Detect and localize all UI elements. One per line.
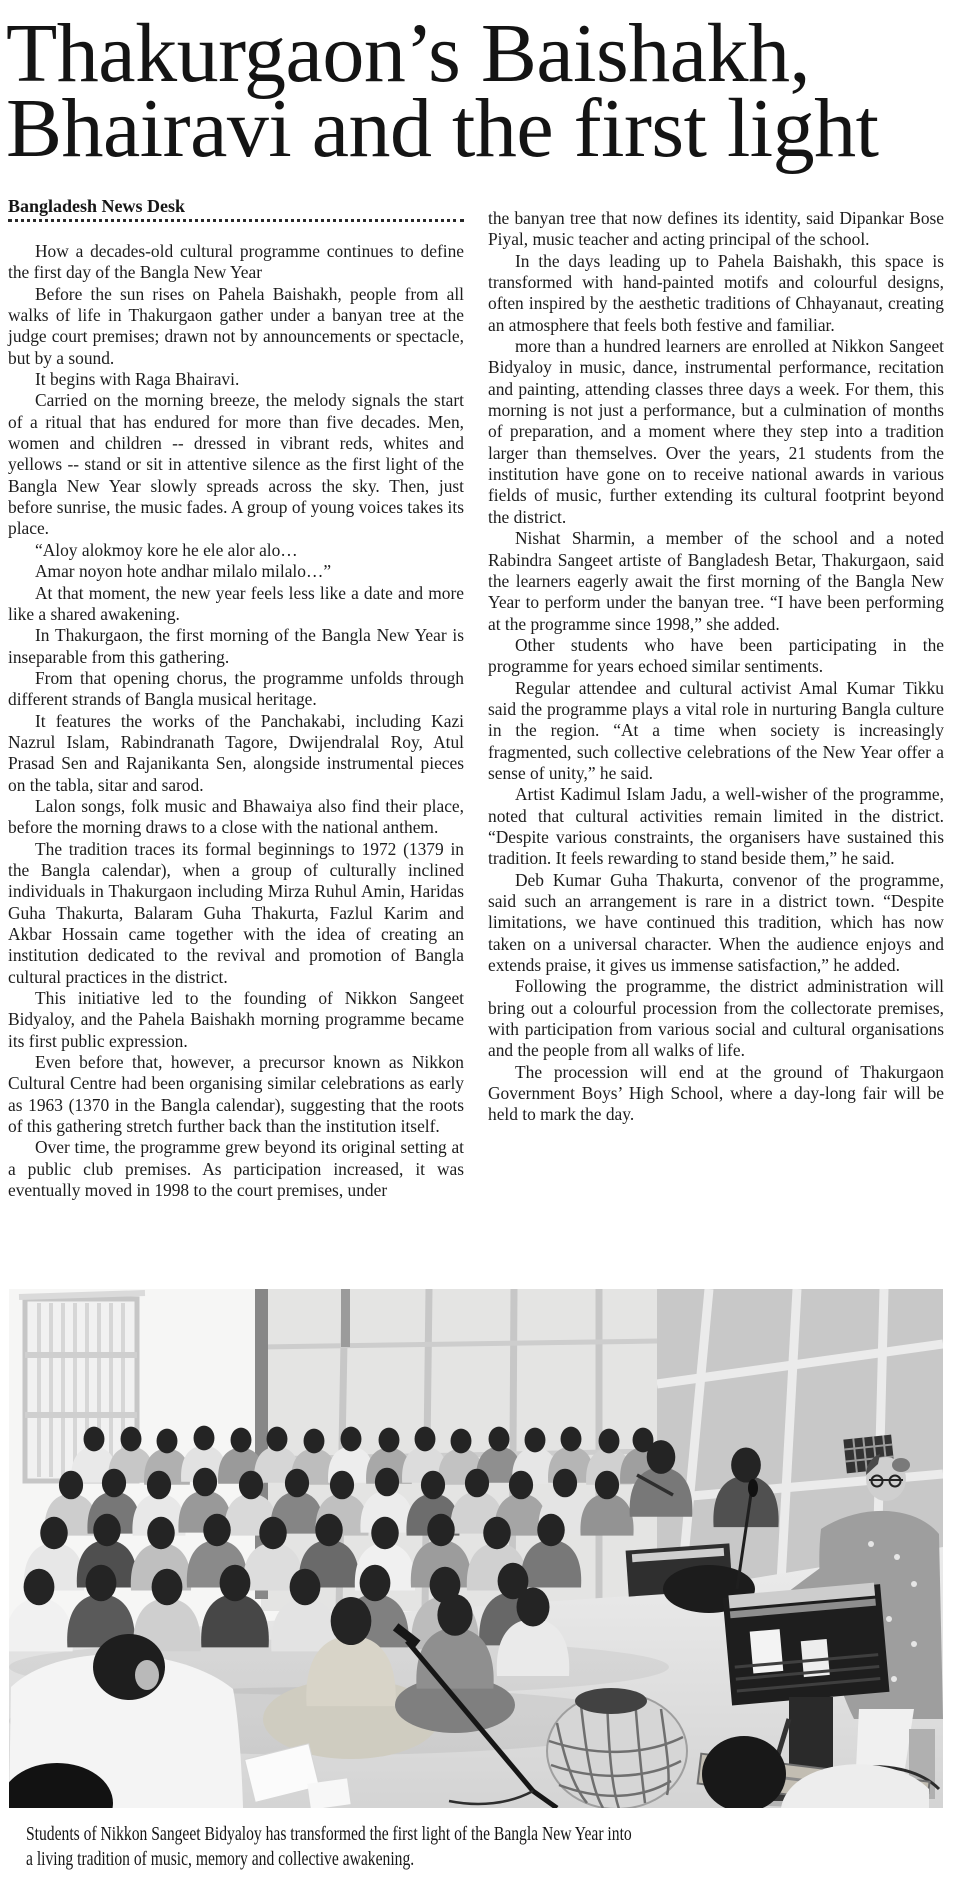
article-paragraph: It features the works of the Panchakabi, including Kazi Nazrul Islam, Rabindranath Tagore, Dwijendralal Roy, Atul Prasad Sen and Rajanikanta Sen, alongside instrumental pieces on the tabla, sitar and sarod. (8, 710, 464, 795)
photo-caption-line-2: a living tradition of music, memory and collective awakening. (26, 1848, 415, 1870)
article-paragraph: It begins with Raga Bhairavi. (35, 369, 240, 390)
article-photo (9, 1289, 943, 1808)
article-paragraph: Nishat Sharmin, a member of the school and a noted Rabindra Sangeet artiste of Bangladesh Betar, Thakurgaon, said the learners eagerly await the first morning of the Bangla New Year to perform under the banyan tree. “I have been performing at the programme since 1998,” she added. (488, 528, 944, 634)
byline: Bangladesh News Desk (8, 196, 186, 216)
article-paragraph: The tradition traces its formal beginnings to 1972 (1379 in the Bangla calendar), when a group of culturally inclined individuals in Thakurgaon including Mirza Ruhul Amin, Haridas Guha Thakurta, Balaram Guha Thakurta, Fazlul Karim and Akbar Hossain came together with the idea of creating an institution dedicated to the revival and promotion of Bangla cultural practices in the district. (8, 838, 464, 987)
photo-caption-line-1: Students of Nikkon Sangeet Bidyaloy has transformed the first light of the Bangla New Year into (26, 1823, 632, 1845)
article-paragraph: Before the sun rises on Pahela Baishakh, people from all walks of life in Thakurgaon gather under a banyan tree at the judge court premises; drawn not by announcements or spectacle, but by a sound. (8, 283, 464, 368)
article-paragraph: Following the programme, the district administration will bring out a colourful procession from the collectorate premises, with participation from various social and cultural organisations and the people from all walks of life. (488, 976, 944, 1061)
article-paragraph: more than a hundred learners are enrolled at Nikkon Sangeet Bidyaloy in music, dance, instrumental performance, recitation and painting, attending classes three days a week. For them, this morning is not just a performance, but a culmination of months of preparation, and a moment where they step into a tradition larger than themselves. Over the years, 21 students from the institution have gone on to receive national awards in various fields of music, further extending its cultural footprint beyond the district. (488, 336, 944, 527)
column-left-paragraphs (8, 241, 464, 1201)
article-paragraph: Carried on the morning breeze, the melody signals the start of a ritual that has endured for more than five decades. Men, women and children -- dressed in vibrant reds, whites and yellows -- stand or sit in attentive silence as the first light of the Bangla New Year slowly spreads across the sky. Then, just before sunrise, the music fades. A group of young voices takes its place. (8, 390, 464, 539)
article-paragraph: Other students who have been participating in the programme for years echoed similar sentiments. (488, 634, 944, 677)
headline-line-1: Thakurgaon’s Baishakh, (6, 7, 810, 100)
article-paragraph: From that opening chorus, the programme unfolds through different strands of Bangla musical heritage. (8, 667, 464, 710)
article-paragraph: In the days leading up to Pahela Baishakh, this space is transformed with hand-painted motifs and colourful designs, often inspired by the aesthetic traditions of Chhayanaut, creating an atmosphere that feels both festive and familiar. (488, 250, 944, 335)
article-paragraph: This initiative led to the founding of Nikkon Sangeet Bidyaloy, and the Pahela Baishakh morning programme became its first public expression. (8, 988, 464, 1051)
article-body (8, 196, 944, 1201)
column-left (8, 196, 464, 1201)
article-paragraph: At that moment, the new year feels less like a date and more like a shared awakening. (8, 582, 464, 624)
article-paragraph: “Aloy alokmoy kore he ele alor alo… (35, 539, 298, 560)
dotted-separator (8, 219, 464, 222)
headline-line-2: Bhairavi and the first light (6, 82, 879, 175)
column-right (488, 196, 944, 1201)
article-paragraph: How a decades-old cultural programme continues to define the first day of the Bangla New Year (8, 241, 464, 283)
article-paragraph: Artist Kadimul Islam Jadu, a well-wisher of the programme, noted that cultural activities remain limited in the district. “Despite various constraints, the organisers have sustained this tradition. It feels rewarding to stand beside them,” he said. (488, 784, 944, 869)
article-paragraph: Even before that, however, a precursor known as Nikkon Cultural Centre had been organising similar celebrations as early as 1963 (1370 in the Bangla calendar), suggesting that the roots of this gathering stretch further back than the institution itself. (8, 1052, 464, 1137)
photo-illustration (9, 1289, 943, 1808)
article-paragraph: The procession will end at the ground of Thakurgaon Government Boys’ High School, where a day-long fair will be held to mark the day. (488, 1061, 944, 1125)
photo-caption (26, 1822, 728, 1872)
article-paragraph: the banyan tree that now defines its identity, said Dipankar Bose Piyal, music teacher and acting principal of the school. (488, 208, 944, 250)
article-paragraph: In Thakurgaon, the first morning of the Bangla New Year is inseparable from this gathering. (8, 625, 464, 667)
article-paragraph: Amar noyon hote andhar milalo milalo…” (35, 561, 332, 582)
column-right-paragraphs (488, 208, 944, 1126)
headline (6, 7, 879, 175)
article-paragraph: Lalon songs, folk music and Bhawaiya also find their place, before the morning draws to a close with the national anthem. (8, 795, 464, 838)
article-paragraph: Over time, the programme grew beyond its original setting at a public club premises. As participation increased, it was eventually moved in 1998 to the court premises, under (8, 1137, 464, 1201)
article-paragraph: Deb Kumar Guha Thakurta, convenor of the programme, said such an arrangement is rare in a district town. “Despite limitations, we have continued this tradition, which has now taken on a universal character. When the audience enjoys and extends praise, it gives us immense satisfaction,” he added. (488, 869, 944, 976)
article-paragraph: Regular attendee and cultural activist Amal Kumar Tikku said the programme plays a vital role in nurturing Bangla culture in the region. “At a time when society is increasingly fragmented, such collective celebrations of the New Year offer a sense of unity,” he said. (488, 677, 944, 783)
